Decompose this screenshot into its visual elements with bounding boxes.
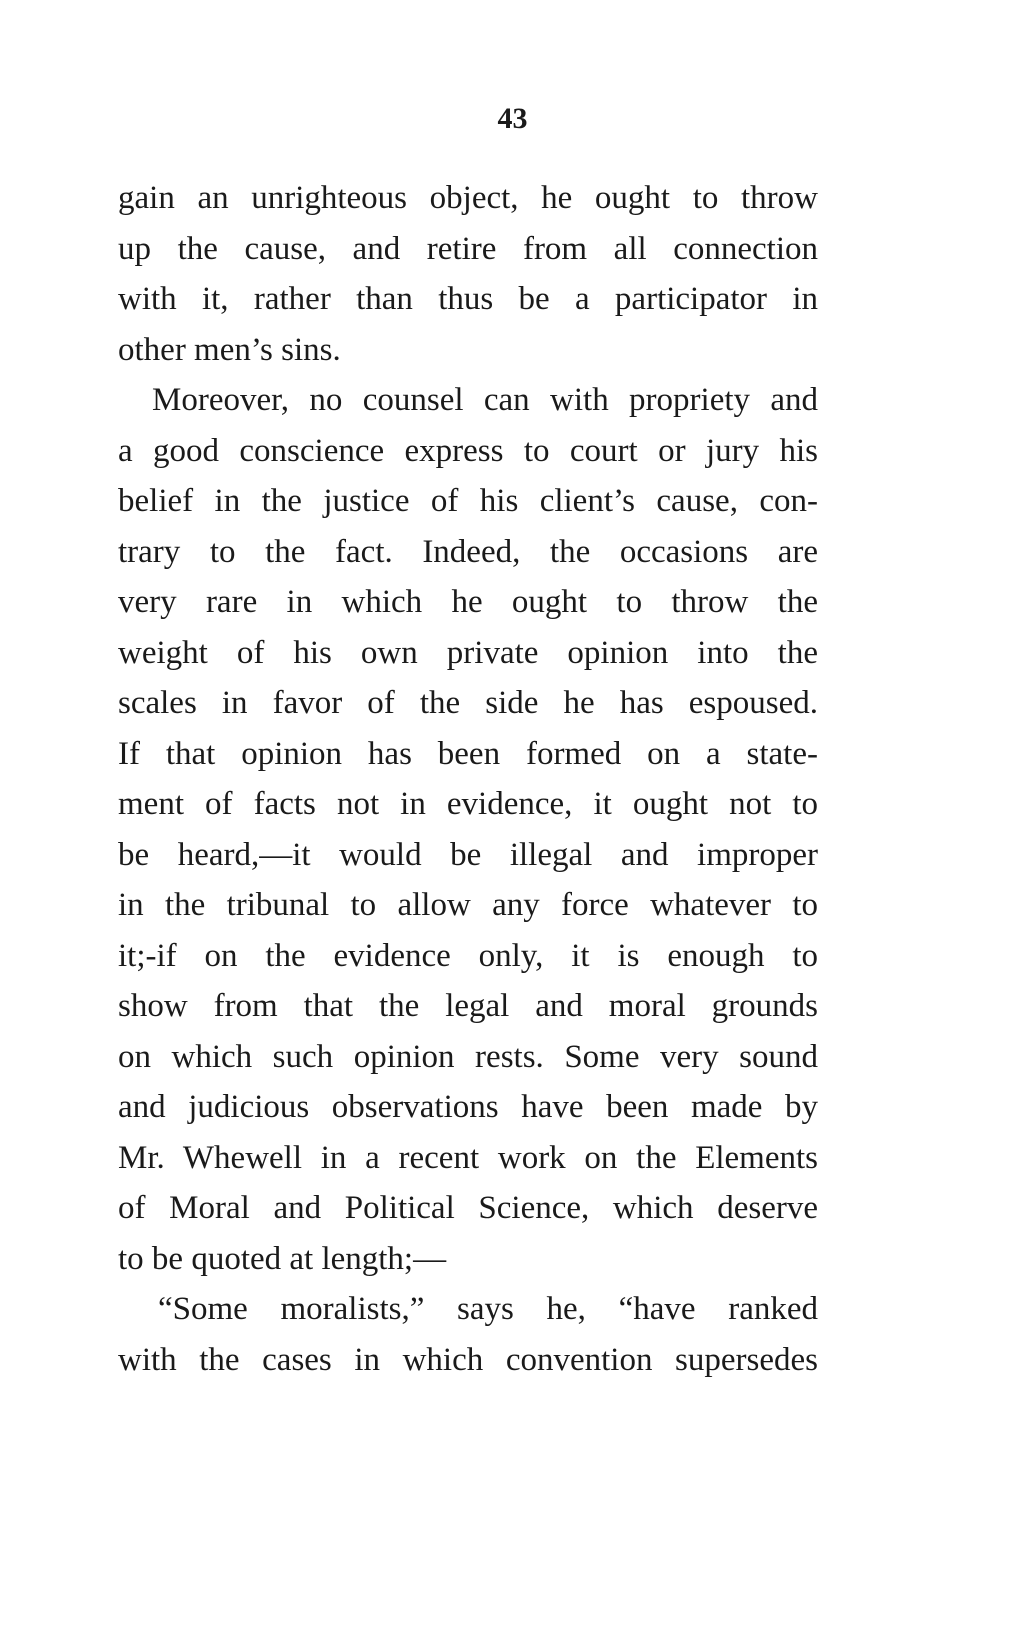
text-line: very rare in which he ought to throw the — [118, 584, 818, 620]
text-line: ment of facts not in evidence, it ought not to — [118, 786, 818, 822]
text-line: of Moral and Political Science, which deserve — [118, 1190, 818, 1226]
paragraph-start-line: Moreover, no counsel can with propriety and — [152, 382, 818, 418]
text-line: in the tribunal to allow any force whatever to — [118, 887, 818, 923]
page-number: 43 — [497, 102, 528, 135]
text-line: a good conscience express to court or jury his — [118, 432, 818, 469]
text-line: with the cases in which convention supersedes — [118, 1341, 818, 1378]
body-text — [118, 173, 818, 1385]
text-line: belief in the justice of his client’s cause, con- — [118, 483, 818, 519]
text-line: and judicious observations have been made by — [118, 1089, 818, 1125]
text-line: weight of his own private opinion into the — [118, 634, 818, 671]
text-line: Mr. Whewell in a recent work on the Elements — [118, 1139, 818, 1176]
text-line: gain an unrighteous object, he ought to throw — [118, 180, 818, 216]
text-line: show from that the legal and moral grounds — [118, 988, 818, 1024]
text-line: to be quoted at length;— — [118, 1240, 447, 1277]
text-line: up the cause, and retire from all connection — [118, 230, 818, 267]
text-line: it;-if on the evidence only, it is enough to — [118, 937, 818, 974]
text-line: other men’s sins. — [118, 331, 341, 368]
quotation-start-line: “Some moralists,” says he, “have ranked — [158, 1291, 818, 1327]
text-line: If that opinion has been formed on a state- — [118, 735, 818, 772]
text-line: scales in favor of the side he has espoused. — [118, 685, 818, 721]
text-line: on which such opinion rests. Some very sound — [118, 1038, 818, 1075]
text-line: with it, rather than thus be a participator in — [118, 281, 818, 317]
text-line: be heard,—it would be illegal and improper — [118, 836, 818, 873]
text-line: trary to the fact. Indeed, the occasions are — [118, 533, 818, 570]
